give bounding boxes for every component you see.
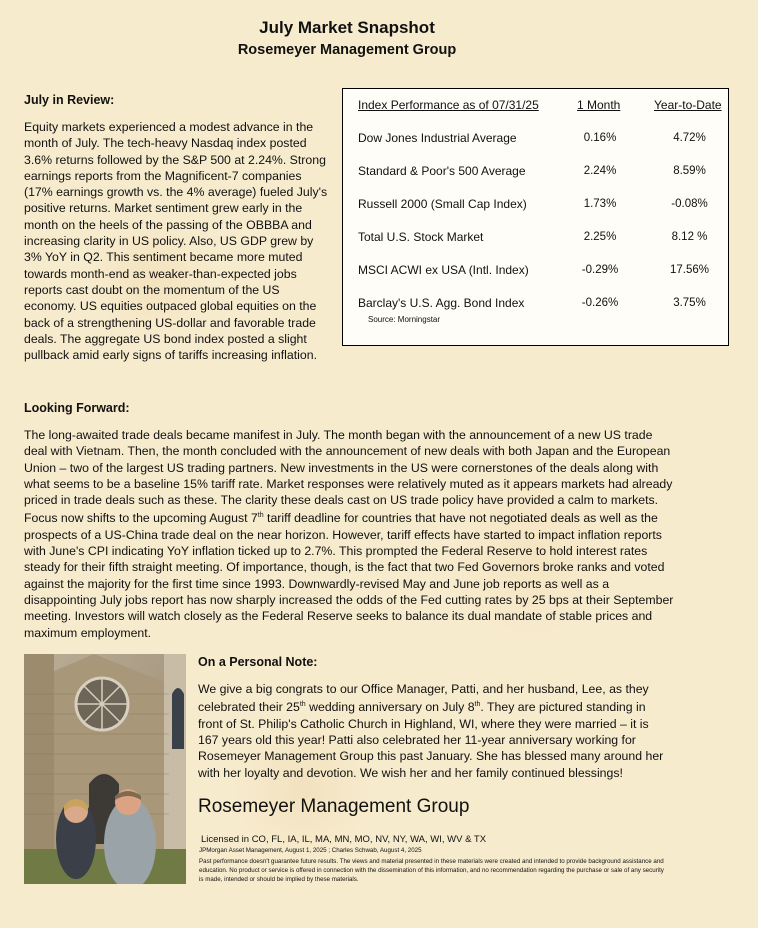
table-source: Source: Morningstar — [368, 315, 441, 324]
church-couple-photo — [24, 654, 186, 884]
table-header-month: 1 Month — [577, 98, 621, 112]
forward-heading: Looking Forward: — [24, 401, 130, 415]
row-label: Russell 2000 (Small Cap Index) — [358, 197, 527, 211]
disclaimer: Past performance doesn't guarantee future results. The views and material presented in these materials were created and intended to provide background assistance and education. No product or service is offered in connection with the dissemination of this information, and no recommendation regarding the purchase or sale of any security is made, intended or should be implied by these materials. — [199, 858, 664, 884]
row-ytd: -0.08% — [671, 198, 708, 210]
index-performance-table — [342, 88, 729, 346]
row-ytd: 3.75% — [673, 297, 706, 309]
row-month: 2.24% — [583, 165, 617, 177]
row-month: -0.29% — [581, 264, 619, 276]
forward-body: The long-awaited trade deals became manifest in July. The month began with the announcement of a new US trade deal with Vietnam. Then, the month concluded with the announcement of new deals with both Japan and the European Union – two of the largest US trading partners. New investments in the US were cornerstones of the deals along with what seems to be a baseline 15% tariff rate. Market responses were relatively muted as it appears markets had already priced in trade deals such as these. The clarity these deals cast on US trade policy have provided a calm to markets. Focus now shifts to the upcoming August 7th tariff deadline for countries that have not negotiated deals as well as the prospects of a US-China trade deal on the near horizon. However, tariff effects have started to impact inflation reports with June's CPI indicating YoY inflation ticked up to 2.7%. This prompted the Federal Reserve to hold interest rates steady for their fifth straight meeting. Of importance, though, is the fact that two Fed Governors broke ranks and voted against the majority for the first time since 1993. Downwardly-revised May and June job reports as well as a disappointing July jobs report has now sharply increased the odds of the Fed cutting rates by 25 bps at their September meeting. Investors will watch closely as the Federal Reserve seeks to balance its dual mandate of stable prices and maximum employment. — [24, 428, 674, 640]
row-label: Total U.S. Stock Market — [358, 230, 484, 244]
row-label: Standard & Poor's 500 Average — [358, 164, 526, 178]
personal-heading: On a Personal Note: — [198, 655, 318, 669]
row-label: MSCI ACWI ex USA (Intl. Index) — [358, 263, 529, 277]
row-ytd: 8.12 % — [671, 231, 708, 243]
sources-line: JPMorgan Asset Management, August 1, 2025 ; Charles Schwab, August 4, 2025 — [199, 847, 422, 854]
review-heading: July in Review: — [24, 93, 115, 107]
table-header-ytd: Year-to-Date — [654, 98, 722, 112]
row-ytd: 8.59% — [673, 165, 706, 177]
row-ytd: 4.72% — [673, 132, 706, 144]
row-label: Dow Jones Industrial Average — [358, 131, 517, 145]
row-month: -0.26% — [581, 297, 619, 309]
row-month: 2.25% — [583, 231, 617, 243]
firm-name: Rosemeyer Management Group — [198, 796, 470, 817]
review-body: Equity markets experienced a modest advance in the month of July. The tech-heavy Nasdaq index posted 3.6% returns followed by the S&P 500 at 2.24%. Strong earnings reports from the Magnificent-7 companies (17% earnings growth vs. the 4% average) fueled July's positive returns. Market sentiment grew early in the month on the heels of the passing of the OBBBA and increasing clarity in US policy. Also, US GDP grew by 3% YoY in Q2. This sentiment became more muted towards month-end as weaker-than-expected jobs reports cast doubt on the momentum of the US economy. US equities outpaced global equities on the back of a strengthening US-dollar and favorable trade deals. The aggregate US bond index posted a slight pullback amid early signs of tariffs increasing inflation. — [24, 120, 328, 363]
row-ytd: 17.56% — [669, 264, 709, 276]
licensed-states: Licensed in CO, FL, IA, IL, MA, MN, MO, NV, NY, WA, WI, WV & TX — [201, 834, 487, 845]
page-title: July Market Snapshot — [259, 18, 435, 37]
page-subtitle: Rosemeyer Management Group — [237, 42, 457, 58]
row-month: 1.73% — [583, 198, 617, 210]
row-month: 0.16% — [583, 132, 617, 144]
personal-body: We give a big congrats to our Office Manager, Patti, and her husband, Lee, as they celebrated their 25th wedding anniversary on July 8th. They are pictured standing in front of St. Philip's Catholic Church in Highland, WI, where they were married – it is 167 years old this year! Patti also celebrated her 11-year anniversary working for Rosemeyer Management Group this past January. She has blessed many around her with her loyalty and devotion. We wish her and her family continued blessings! — [198, 682, 664, 780]
row-label: Barclay's U.S. Agg. Bond Index — [358, 296, 525, 310]
table-header-index: Index Performance as of 07/31/25 — [358, 98, 539, 112]
